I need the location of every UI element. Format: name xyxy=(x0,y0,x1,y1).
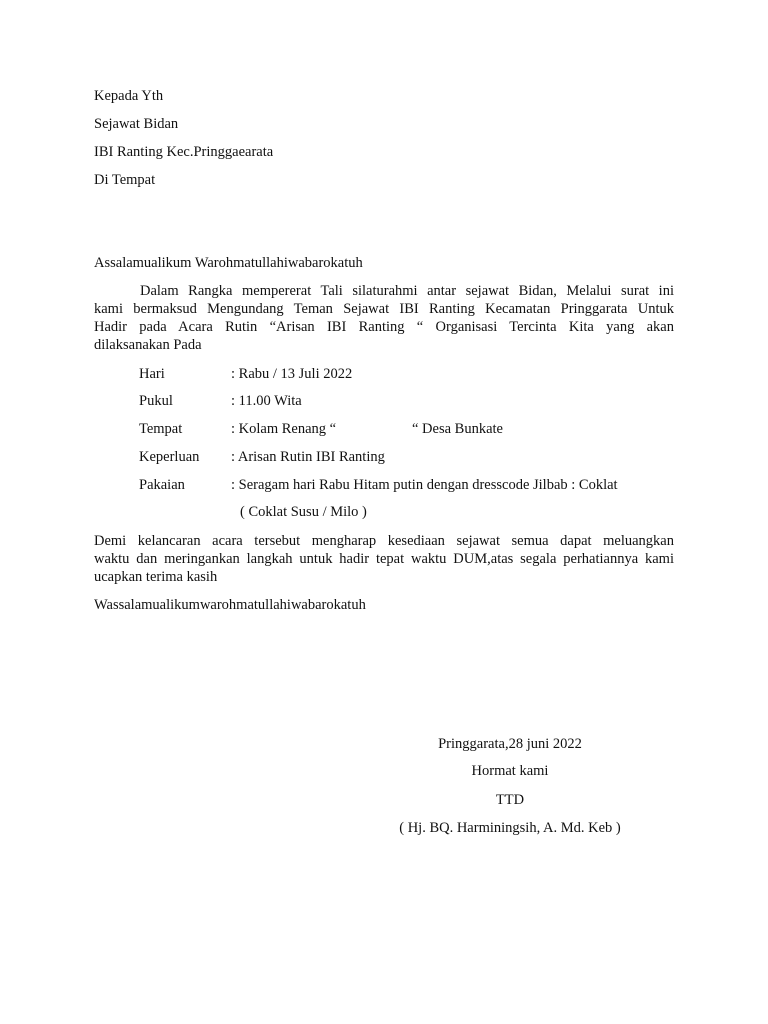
detail-value-pukul: : 11.00 Wita xyxy=(231,393,302,409)
intro-line-2: kami bermaksud Mengundang Teman Sejawat IBI Ranting Kecamatan Pringgarata Untuk xyxy=(94,301,674,317)
signature-name: ( Hj. BQ. Harminingsih, A. Md. Keb ) xyxy=(399,820,621,836)
intro-line-3: Hadir pada Acara Rutin “Arisan IBI Ranting “ Organisasi Tercinta Kita yang akan xyxy=(94,319,674,335)
signature-ttd: TTD xyxy=(495,792,525,808)
closing-line-3: ucapkan terima kasih xyxy=(94,569,218,585)
recipient-line-1: Kepada Yth xyxy=(94,88,164,104)
closing-line-1: Demi kelancaran acara tersebut mengharap kesediaan sejawat semua dapat meluangkan xyxy=(94,533,674,549)
greeting: Assalamualikum Warohmatullahiwabarokatuh xyxy=(94,255,363,271)
intro-line-1: Dalam Rangka mempererat Tali silaturahmi antar sejawat Bidan, Melalui surat ini xyxy=(140,283,674,299)
detail-label-pakaian: Pakaian xyxy=(139,477,185,493)
intro-paragraph xyxy=(94,282,674,354)
signature-regards: Hormat kami xyxy=(471,763,549,779)
closing-line-2: waktu dan meringankan langkah untuk hadir tepat waktu DUM,atas segala perhatiannya kami xyxy=(94,551,674,567)
intro-line-4: dilaksanakan Pada xyxy=(94,337,202,353)
closing-paragraph xyxy=(94,532,674,586)
recipient-line-2: Sejawat Bidan xyxy=(94,116,179,132)
detail-label-keperluan: Keperluan xyxy=(139,449,200,465)
detail-label-hari: Hari xyxy=(139,366,165,382)
detail-label-tempat: Tempat xyxy=(139,421,183,437)
detail-value-tempat: : Kolam Renang “ xyxy=(231,421,337,437)
detail-value-keperluan: : Arisan Rutin IBI Ranting xyxy=(231,449,385,465)
detail-label-pukul: Pukul xyxy=(139,393,173,409)
detail-value-hari: : Rabu / 13 Juli 2022 xyxy=(231,366,353,382)
recipient-line-4: Di Tempat xyxy=(94,172,156,188)
farewell: Wassalamualikumwarohmatullahiwabarokatuh xyxy=(94,597,366,613)
recipient-line-3: IBI Ranting Kec.Pringgaearata xyxy=(94,144,274,160)
detail-value-tempat-suffix: “ Desa Bunkate xyxy=(412,421,503,437)
detail-pakaian-note: ( Coklat Susu / Milo ) xyxy=(240,504,367,520)
signature-place-date: Pringgarata,28 juni 2022 xyxy=(438,736,582,752)
detail-value-pakaian: : Seragam hari Rabu Hitam putin dengan dresscode Jilbab : Coklat xyxy=(231,477,618,493)
